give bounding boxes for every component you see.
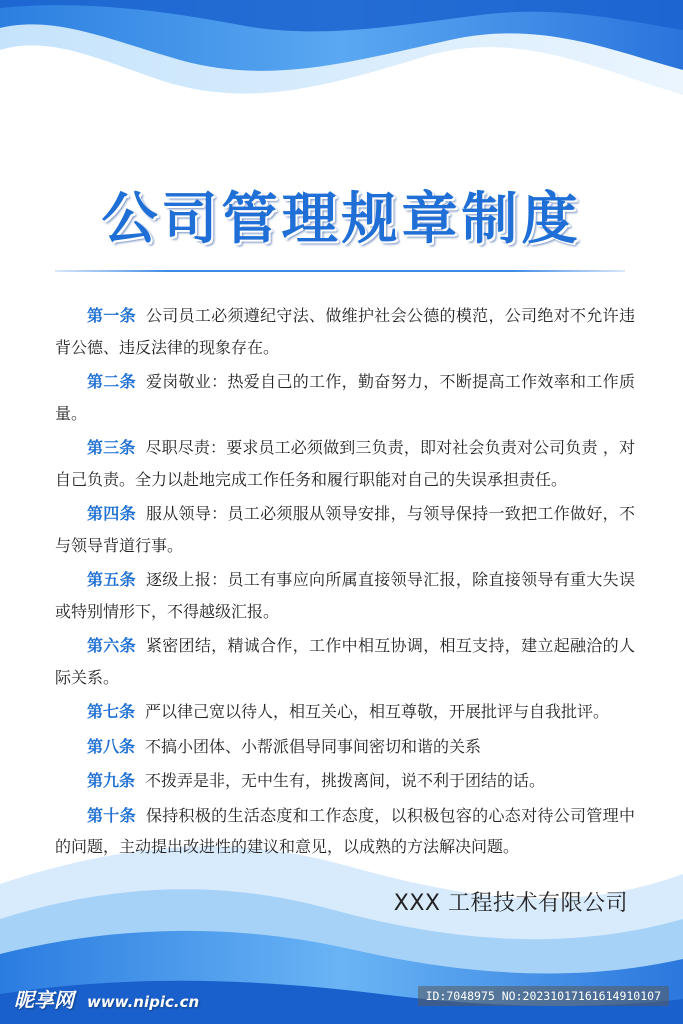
article-6 bbox=[55, 630, 635, 693]
page-title: 公司管理规章制度 bbox=[101, 187, 582, 252]
article-label: 第八条 bbox=[87, 736, 136, 756]
article-label: 第四条 bbox=[87, 504, 136, 523]
article-text: 保持积极的生活态度和工作态度，以积极包容的心态对待公司管理中的问题，主动提出改进性的建议和意见，以成熟的方法解决问题。 bbox=[55, 805, 635, 856]
watermark-brand: 昵享网 bbox=[14, 988, 74, 1012]
article-10 bbox=[55, 800, 635, 863]
article-label: 第九条 bbox=[87, 771, 136, 790]
article-8 bbox=[55, 731, 635, 763]
image-id-watermark: ID:7048975 NO:20231017161614910107 bbox=[418, 986, 669, 1006]
article-label: 第五条 bbox=[87, 570, 136, 589]
article-label: 第六条 bbox=[87, 636, 136, 655]
article-label: 第十条 bbox=[87, 805, 136, 825]
article-label: 第三条 bbox=[87, 438, 136, 457]
article-text: 不搞小团体、小帮派倡导同事间密切和谐的关系 bbox=[145, 736, 482, 756]
article-text: 爱岗敬业：热爱自己的工作，勤奋努力，不断提高工作效率和工作质量。 bbox=[55, 372, 635, 423]
article-label: 第二条 bbox=[87, 372, 136, 391]
article-2 bbox=[55, 366, 635, 429]
article-4 bbox=[55, 498, 635, 561]
article-label: 第七条 bbox=[87, 702, 136, 721]
article-text: 逐级上报：员工有事应向所属直接领导汇报，除直接领导有重大失误或特别情形下，不得越级汇报。 bbox=[55, 570, 635, 621]
article-9 bbox=[55, 765, 635, 797]
article-1 bbox=[55, 300, 635, 363]
article-7 bbox=[55, 696, 635, 728]
watermark-url: www.nipic.cn bbox=[86, 993, 200, 1011]
article-text: 严以律己宽以待人，相互关心，相互尊敬，开展批评与自我批评。 bbox=[145, 702, 610, 721]
title-divider bbox=[55, 270, 625, 272]
article-text: 尽职尽责：要求员工必须做到三负责，即对社会负责对公司负责 ，对自己负责。全力以赴地完成工作任务和履行职能对自己的失误承担责任。 bbox=[55, 438, 635, 489]
article-label: 第一条 bbox=[87, 306, 136, 325]
article-5 bbox=[55, 564, 635, 627]
article-text: 服从领导：员工必须服从领导安排，与领导保持一致把工作做好，不与领导背道行事。 bbox=[55, 504, 635, 555]
article-3 bbox=[55, 432, 635, 495]
article-text: 不拨弄是非，无中生有，挑拨离间，说不利于团结的话。 bbox=[145, 771, 546, 790]
article-text: 紧密团结，精诚合作，工作中相互协调，相互支持，建立起融洽的人际关系。 bbox=[55, 636, 635, 687]
article-text: 公司员工必须遵纪守法、做维护社会公德的模范，公司绝对不允许违背公德、违反法律的现象存在。 bbox=[55, 306, 635, 357]
top-wave-decoration bbox=[0, 0, 683, 150]
company-name: XXX 工程技术有限公司 bbox=[393, 891, 628, 916]
article-list bbox=[55, 300, 635, 866]
site-watermark bbox=[14, 984, 199, 1013]
